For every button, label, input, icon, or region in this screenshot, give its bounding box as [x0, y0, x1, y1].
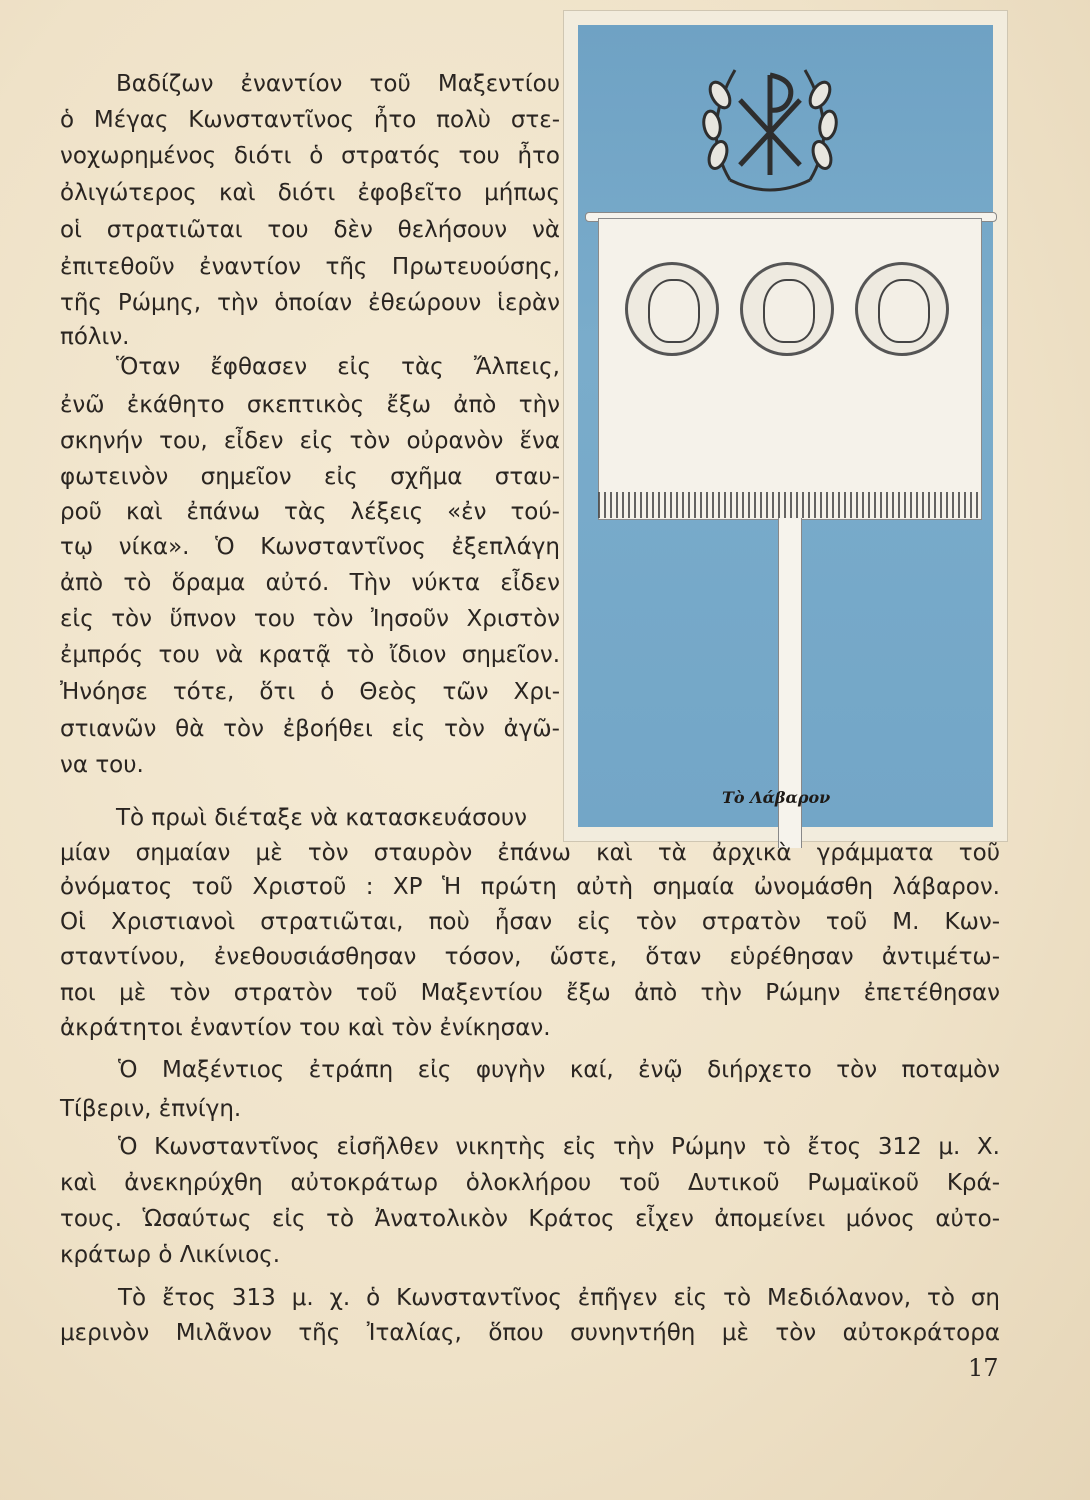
- portrait-medallion: [855, 262, 949, 356]
- text-line: ἀπὸ τὸ ὅραμα αὐτό. Τὴν νύκτα εἶδεν: [60, 570, 560, 596]
- text-line: ἐμπρός του νὰ κρατᾷ τὸ ἴδιον σημεῖον.: [60, 642, 560, 668]
- text-line: Ὁ Κωνσταντῖνος εἰσῆλθεν νικητὴς εἰς τὴν Ρώμην τὸ ἔτος 312 μ. Χ.: [118, 1134, 1000, 1160]
- text-line: Ὁ Μαξέντιος ἐτράπη εἰς φυγὴν καί, ἐνῷ διήρχετο τὸν ποταμὸν: [118, 1057, 1000, 1083]
- page-number: 17: [968, 1354, 999, 1382]
- text-line: Τὸ πρωὶ διέταξε νὰ κατασκευάσουν: [116, 805, 527, 831]
- text-line: μερινὸν Μιλᾶνον τῆς Ἰταλίας, ὅπου συνηντήθη μὲ τὸν αὐτοκράτορα: [60, 1320, 1000, 1346]
- text-line: Οἱ Χριστιανοὶ στρατιῶται, ποὺ ἦσαν εἰς τὸν στρατὸν τοῦ Μ. Κων-: [60, 909, 1000, 935]
- text-line: ποι μὲ τὸν στρατὸν τοῦ Μαξεντίου ἔξω ἀπὸ τὴν Ρώμην ἐπετέθησαν: [60, 980, 1000, 1006]
- banner-fringe: [598, 492, 980, 518]
- portrait-medallion: [740, 262, 834, 356]
- text-line: ἀκράτητοι ἐναντίον του καὶ τὸν ἐνίκησαν.: [60, 1015, 551, 1041]
- text-line: Ἠνόησε τότε, ὅτι ὁ Θεὸς τῶν Χρι-: [60, 679, 560, 705]
- text-line: ὀλιγώτερος καὶ διότι ἐφοβεῖτο μήπως: [60, 180, 560, 206]
- text-line: Τὸ ἔτος 313 μ. χ. ὁ Κωνσταντῖνος ἐπῆγεν εἰς τὸ Μεδιόλανον, τὸ ση: [118, 1285, 1000, 1311]
- text-line: καὶ ἀνεκηρύχθη αὐτοκράτωρ ὁλοκλήρου τοῦ Δυτικοῦ Ρωμαϊκοῦ Κρά-: [60, 1170, 1000, 1196]
- text-line: φωτεινὸν σημεῖον εἰς σχῆμα σταυ-: [60, 464, 560, 490]
- text-line: οἱ στρατιῶται του δὲν θελήσουν νὰ: [60, 217, 560, 243]
- text-line: μίαν σημαίαν μὲ τὸν σταυρὸν ἐπάνω καὶ τὰ ἀρχικὰ γράμματα τοῦ: [60, 840, 1000, 866]
- text-line: ὀνόματος τοῦ Χριστοῦ : ΧΡ Ἡ πρώτη αὐτὴ σημαία ὠνομάσθη λάβαρον.: [60, 874, 1000, 900]
- text-line: τους. Ὡσαύτως εἰς τὸ Ἀνατολικὸν Κράτος εἶχεν ἀπομείνει μόνος αὐτο-: [60, 1206, 1000, 1232]
- text-line: Ὅταν ἔφθασεν εἰς τὰς Ἄλπεις,: [116, 354, 560, 380]
- text-line: σκηνήν του, εἶδεν εἰς τὸν οὐρανὸν ἕνα: [60, 428, 560, 454]
- chi-rho-wreath-icon: [690, 40, 850, 200]
- text-line: νοχωρημένος διότι ὁ στρατός του ἦτο: [60, 143, 560, 169]
- text-line: πόλιν.: [60, 324, 130, 350]
- text-line: Βαδίζων ἐναντίον τοῦ Μαξεντίου: [116, 71, 560, 97]
- text-line: ὁ Μέγας Κωνσταντῖνος ἦτο πολὺ στε-: [60, 107, 560, 133]
- text-line: ἐπιτεθοῦν ἐναντίον τῆς Πρωτευούσης,: [60, 254, 560, 280]
- text-line: κράτωρ ὁ Λικίνιος.: [60, 1242, 281, 1268]
- text-line: στιανῶν θὰ τὸν ἐβοήθει εἰς τὸν ἀγῶ-: [60, 716, 560, 742]
- illustration-caption: Τὸ Λάβαρον: [722, 788, 831, 807]
- text-line: τῳ νίκα». Ὁ Κωνσταντῖνος ἐξεπλάγη: [60, 534, 560, 560]
- text-line: ἐνῶ ἐκάθητο σκεπτικὸς ἔξω ἀπὸ τὴν: [60, 392, 560, 418]
- text-line: ροῦ καὶ ἐπάνω τὰς λέξεις «ἐν τού-: [60, 499, 560, 525]
- text-line: εἰς τὸν ὕπνον του τὸν Ἰησοῦν Χριστὸν: [60, 606, 560, 632]
- text-line: σταντίνου, ἐνεθουσιάσθησαν τόσον, ὥστε, ὅταν εὑρέθησαν ἀντιμέτω-: [60, 944, 1000, 970]
- text-line: Τίβεριν, ἐπνίγη.: [60, 1096, 242, 1122]
- portrait-medallion: [625, 262, 719, 356]
- text-line: να του.: [60, 752, 144, 778]
- text-line: τῆς Ρώμης, τὴν ὁποίαν ἐθεώρουν ἱερὰν: [60, 290, 560, 316]
